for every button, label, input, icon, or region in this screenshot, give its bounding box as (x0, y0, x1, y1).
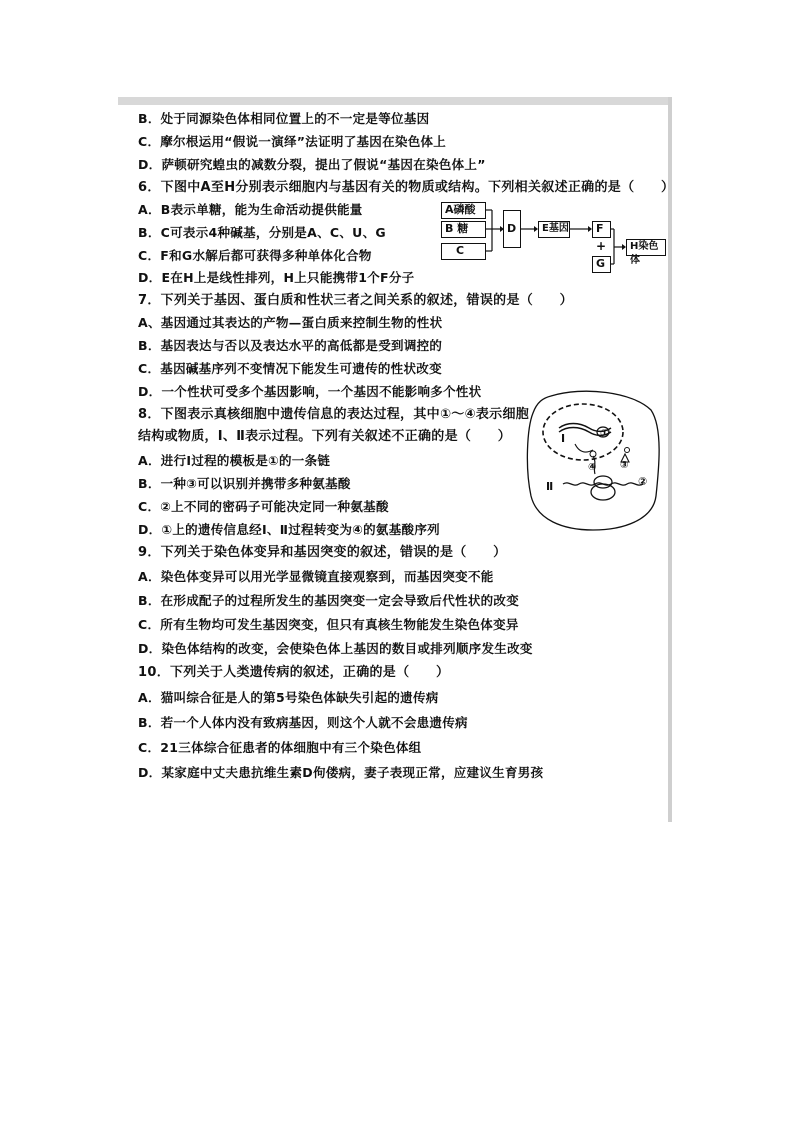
q8-stem-1: 8．下图表示真核细胞中遗传信息的表达过程，其中①～④表示细胞 (138, 407, 530, 422)
q10-option-a: A．猫叫综合征是人的第5号染色体缺失引起的遗传病 (138, 690, 439, 705)
box-f: F (592, 221, 611, 238)
box-d: D (503, 210, 521, 248)
q6-diagram-connectors (0, 0, 794, 300)
box-a-phosphate: A磷酸 (441, 202, 486, 219)
q6-option-d: D．E在H上是线性排列，H上只能携带1个F分子 (138, 270, 415, 285)
q10-option-c: C．21三体综合征患者的体细胞中有三个染色体组 (138, 740, 422, 755)
q7-option-c: C．基因碱基序列不变情况下能发生可遗传的性状改变 (138, 361, 442, 376)
q6-option-b: B．C可表示4种碱基，分别是A、C、U、G (138, 225, 386, 240)
q9-option-c: C．所有生物均可发生基因突变，但只有真核生物能发生染色体变异 (138, 617, 519, 632)
q7-option-b: B．基因表达与否以及表达水平的高低都是受到调控的 (138, 338, 443, 353)
plus-sign: + (596, 239, 607, 253)
q5-option-d: D．萨顿研究蝗虫的减数分裂，提出了假说“基因在染色体上” (138, 157, 486, 172)
q5-option-b: B．处于同源染色体相同位置上的不一定是等位基因 (138, 111, 430, 126)
q8-stem-2: 结构或物质，Ⅰ、Ⅱ表示过程。下列有关叙述不正确的是（ ） (138, 429, 512, 444)
box-h-chromosome: H染色体 (626, 239, 666, 256)
label-structure-2: ② (638, 475, 648, 488)
q8-option-d: D．①上的遗传信息经Ⅰ、Ⅱ过程转变为④的氨基酸序列 (138, 522, 440, 537)
q10-option-d: D．某家庭中丈夫患抗维生素D佝偻病，妻子表现正常，应建议生育男孩 (138, 765, 544, 780)
box-g: G (592, 256, 611, 273)
q6-option-c: C．F和G水解后都可获得多种单体化合物 (138, 248, 372, 263)
label-process-1: Ⅰ (561, 432, 566, 445)
box-c-base: C (441, 243, 486, 260)
label-structure-4: ④ (588, 462, 597, 473)
q10-stem: 10．下列关于人类遗传病的叙述，正确的是（ ） (138, 665, 450, 680)
cell-illustration (523, 388, 663, 533)
label-structure-3: ③ (620, 460, 629, 471)
q9-option-b: B．在形成配子的过程所发生的基因突变一定会导致后代性状的改变 (138, 593, 520, 608)
q7-option-d: D．一个性状可受多个基因影响，一个基因不能影响多个性状 (138, 384, 482, 399)
label-process-2: Ⅱ (546, 480, 554, 493)
q6-stem: 6．下图中A至H分别表示细胞内与基因有关的物质或结构。下列相关叙述正确的是（ ） (138, 180, 675, 195)
box-e-gene: E基因 (538, 221, 570, 238)
q8-option-a: A．进行Ⅰ过程的模板是①的一条链 (138, 453, 331, 468)
q10-option-b: B．若一个人体内没有致病基因，则这个人就不会患遗传病 (138, 715, 468, 730)
box-b-sugar: B 糖 (441, 221, 486, 238)
q9-option-a: A．染色体变异可以用光学显微镜直接观察到，而基因突变不能 (138, 569, 494, 584)
label-structure-1: ① (600, 427, 610, 440)
q8-option-b: B．一种③可以识别并携带多种氨基酸 (138, 476, 351, 491)
q9-option-d: D．染色体结构的改变，会使染色体上基因的数目或排列顺序发生改变 (138, 641, 533, 656)
q9-stem: 9．下列关于染色体变异和基因突变的叙述，错误的是（ ） (138, 545, 507, 560)
q7-option-a: A、基因通过其表达的产物—蛋白质来控制生物的性状 (138, 315, 443, 330)
q5-option-c: C．摩尔根运用“假说一演绎”法证明了基因在染色体上 (138, 134, 447, 149)
q6-option-a: A．B表示单糖，能为生命活动提供能量 (138, 202, 363, 217)
q7-stem: 7．下列关于基因、蛋白质和性状三者之间关系的叙述，错误的是（ ） (138, 293, 573, 308)
q8-option-c: C．②上不同的密码子可能决定同一种氨基酸 (138, 499, 389, 514)
